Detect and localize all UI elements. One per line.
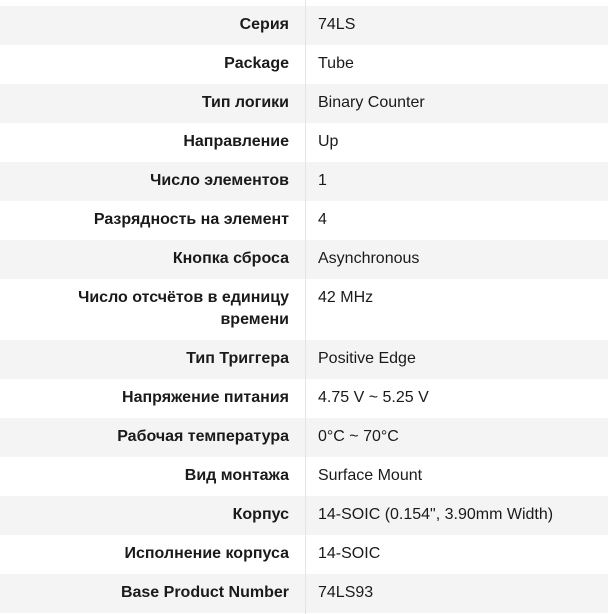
spec-rows-container [0, 6, 608, 613]
spec-label: Тип Триггера [186, 350, 289, 367]
spec-label: Направление [183, 133, 289, 150]
spec-label: Разрядность на элемент [93, 211, 289, 228]
spec-value: Positive Edge [318, 350, 416, 367]
spec-row [0, 162, 608, 201]
spec-label: Package [224, 55, 289, 72]
spec-row [0, 6, 608, 45]
spec-value: Up [318, 133, 339, 150]
spec-label: Рабочая температура [117, 428, 289, 445]
spec-value: 74LS [318, 16, 356, 33]
spec-value: 14-SOIC [318, 545, 381, 562]
spec-value: 74LS93 [318, 584, 374, 601]
spec-label: Напряжение питания [122, 389, 289, 406]
column-divider [305, 0, 306, 614]
spec-label: Кнопка сброса [172, 250, 289, 267]
spec-row [0, 574, 608, 613]
spec-row [0, 123, 608, 162]
spec-label: Base Product Number [120, 584, 289, 601]
spec-row [0, 84, 608, 123]
spec-row [0, 457, 608, 496]
spec-value: Binary Counter [318, 94, 425, 111]
spec-value: Tube [318, 55, 354, 72]
spec-label: Серия [239, 16, 289, 33]
spec-row [0, 418, 608, 457]
spec-label: Число элементов [150, 172, 289, 189]
spec-value: Asynchronous [318, 250, 420, 267]
spec-value: 14-SOIC (0.154", 3.90mm Width) [318, 506, 554, 523]
spec-row [0, 240, 608, 279]
spec-label: Исполнение корпуса [124, 545, 289, 562]
spec-value: 4.75 V ~ 5.25 V [318, 389, 429, 406]
spec-label: Вид монтажа [184, 467, 289, 484]
spec-row [0, 379, 608, 418]
spec-label: Корпус [232, 506, 289, 523]
spec-row [0, 340, 608, 379]
spec-label: Число отсчётов в единицу времени [78, 289, 289, 328]
spec-value: 1 [318, 172, 327, 189]
spec-row [0, 279, 608, 340]
spec-value: 42 MHz [318, 289, 374, 306]
spec-row [0, 496, 608, 535]
spec-label: Тип логики [201, 94, 289, 111]
spec-value: 4 [318, 211, 327, 228]
spec-row [0, 535, 608, 574]
spec-value: 0°C ~ 70°C [318, 428, 399, 445]
spec-value: Surface Mount [318, 467, 423, 484]
spec-row [0, 45, 608, 84]
spec-row [0, 201, 608, 240]
